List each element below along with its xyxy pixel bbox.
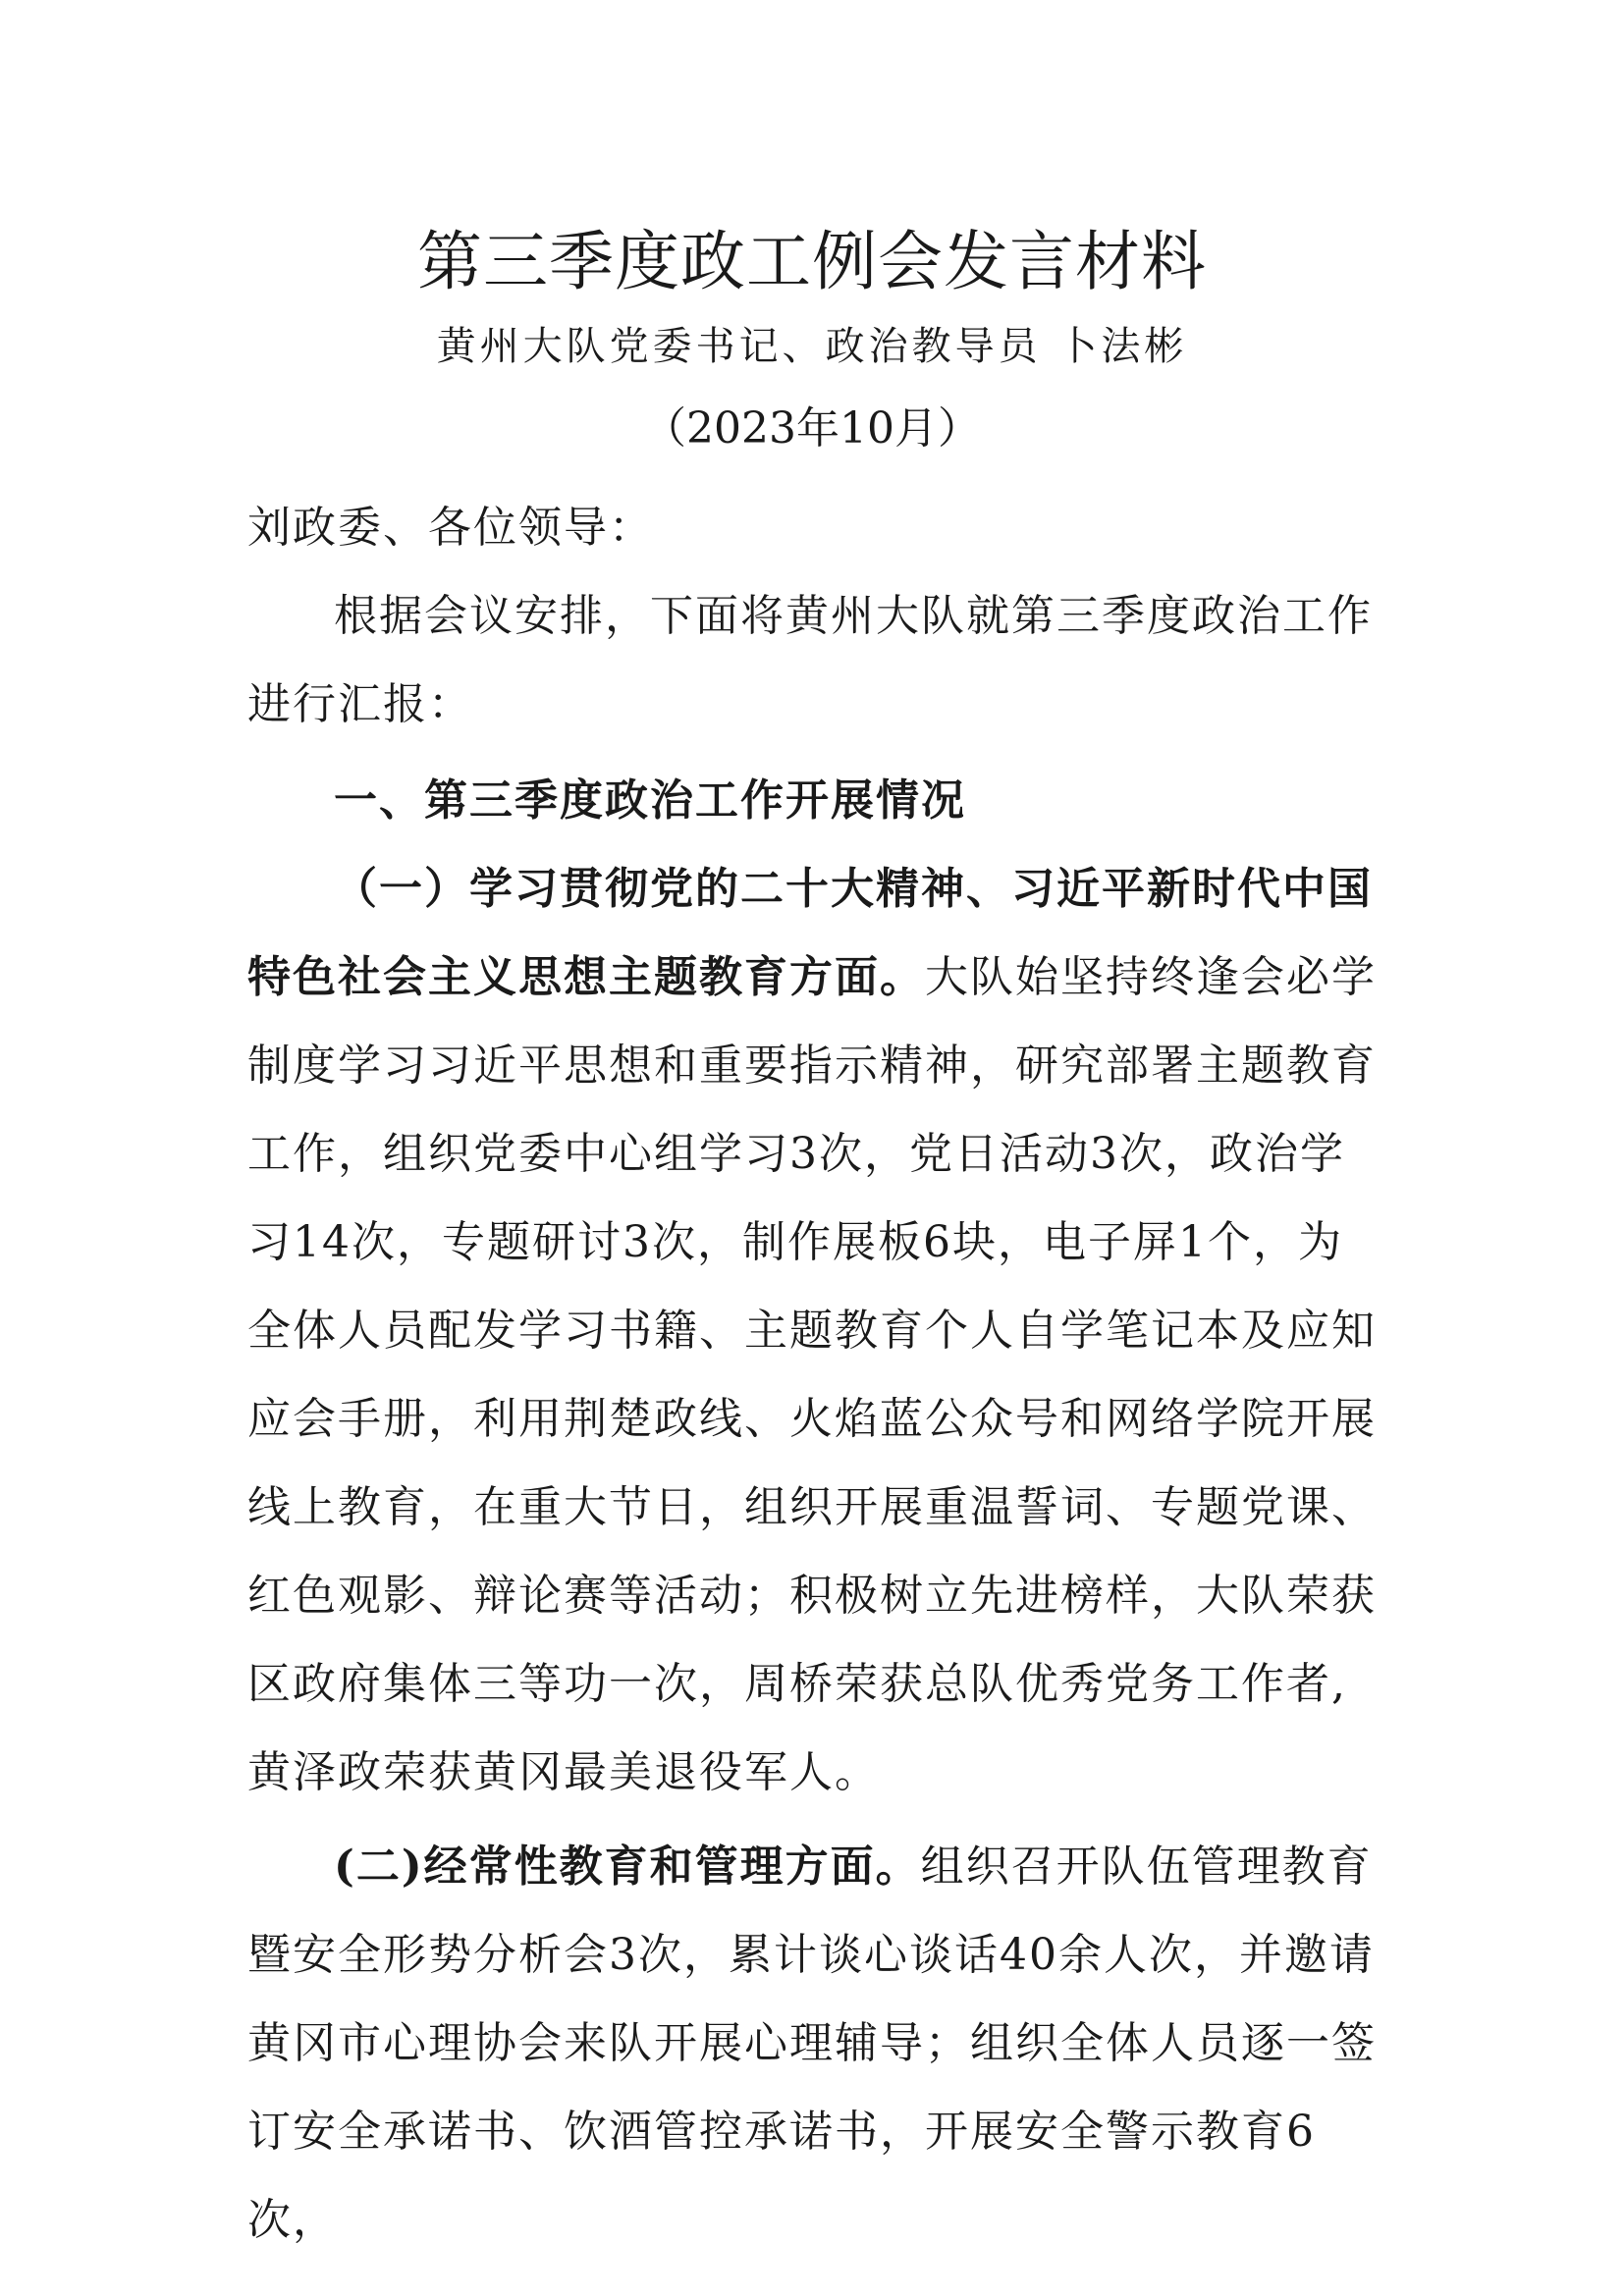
intro-paragraph: 根据会议安排，下面将黄州大队就第三季度政治工作进行汇报： [247, 591, 1373, 729]
salutation: 刘政委、各位领导： [247, 503, 654, 553]
paragraph-item-1 [247, 845, 1377, 1817]
item-2-heading: (二)经常性教育和管理方面。 [334, 1842, 921, 1892]
item-1-body: 大队始坚持终逢会必学制度学习习近平思想和重要指示精神，研究部署主题教育工作，组织党委中心组学习3次，党日活动3次，政治学习14次，专题研讨3次，制作展板6块，电子屏1个，为全体人员配发学习书籍、主题教育个人自学笔记本及应知应会手册，利用荆楚政线、火焰蓝公众号和网络学院开展线上教育，在重大节日，组织开展重温誓词、专题党课、红色观影、辩论赛等活动；积极树立先进榜样，大队荣获区政府集体三等功一次，周桥荣获总队优秀党务工作者,黄泽政荣获黄冈最美退役军人。 [247, 952, 1377, 1797]
section-heading: 一、第三季度政治工作开展情况 [334, 775, 966, 826]
item-2-body: 组织召开队伍管理教育暨安全形势分析会3次，累计谈心谈话40余人次，并邀请黄冈市心理协会来队开展心理辅导；组织全体人员逐一签订安全承诺书、饮酒管控承诺书，开展安全警示教育6次， [247, 1842, 1377, 2245]
document-title: 第三季度政工例会发言材料 [417, 224, 1207, 299]
author-line: 黄州大队党委书记、政治教导员 卜法彬 [436, 324, 1188, 369]
paragraph-item-2 [247, 1823, 1377, 2265]
document-body [247, 484, 1377, 2265]
item-1-heading: （一）学习贯彻党的二十大精神、习近平新时代中国特色社会主义思想主题教育方面。 [247, 864, 1373, 1002]
document-date: （2023年10月） [643, 403, 981, 454]
